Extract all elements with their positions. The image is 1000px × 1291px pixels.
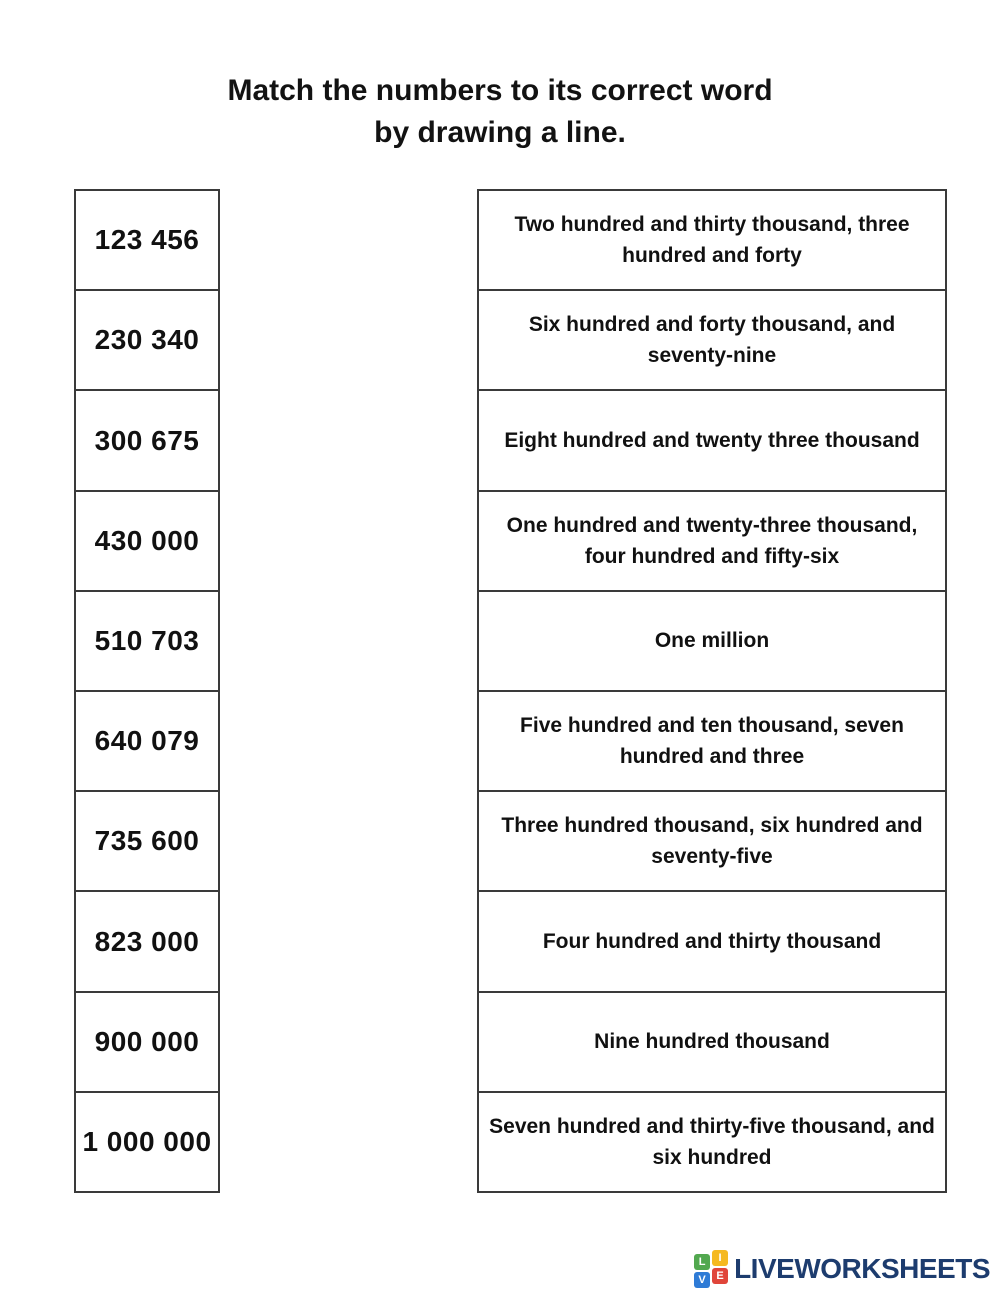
- logo-tile-e: E: [712, 1268, 728, 1284]
- brand-text: LIVEWORKSHEETS: [734, 1253, 990, 1284]
- word-cell-430000[interactable]: Four hundred and thirty thousand: [479, 892, 945, 992]
- word-cell-230340[interactable]: Two hundred and thirty thousand, three hundred and forty: [479, 191, 945, 291]
- title-line-2: by drawing a line.: [374, 116, 626, 149]
- word-cell-640079[interactable]: Six hundred and forty thousand, and seventy-nine: [479, 291, 945, 391]
- title-line-1: Match the numbers to its correct word: [227, 74, 773, 107]
- words-column: [477, 189, 947, 1193]
- word-cell-510703[interactable]: Five hundred and ten thousand, seven hundred and three: [479, 692, 945, 792]
- logo-tile-v: V: [694, 1272, 710, 1288]
- number-cell-823000[interactable]: 823 000: [76, 892, 218, 992]
- logo-tile-i: I: [712, 1250, 728, 1266]
- worksheet-title: [0, 70, 1000, 154]
- number-cell-300675[interactable]: 300 675: [76, 391, 218, 491]
- word-cell-823000[interactable]: Eight hundred and twenty three thousand: [479, 391, 945, 491]
- liveworksheets-logo: [694, 1250, 990, 1288]
- number-cell-230340[interactable]: 230 340: [76, 291, 218, 391]
- word-cell-1000000[interactable]: One million: [479, 592, 945, 692]
- numbers-column: [74, 189, 220, 1193]
- word-cell-123456[interactable]: One hundred and twenty-three thousand, four hundred and fifty-six: [479, 492, 945, 592]
- word-cell-900000[interactable]: Nine hundred thousand: [479, 993, 945, 1093]
- logo-tile-l: L: [694, 1254, 710, 1270]
- number-cell-900000[interactable]: 900 000: [76, 993, 218, 1093]
- number-cell-735600[interactable]: 735 600: [76, 792, 218, 892]
- number-cell-510703[interactable]: 510 703: [76, 592, 218, 692]
- number-cell-123456[interactable]: 123 456: [76, 191, 218, 291]
- word-cell-300675[interactable]: Three hundred thousand, six hundred and seventy-five: [479, 792, 945, 892]
- liveworksheets-tiles-icon: [694, 1250, 731, 1288]
- number-cell-430000[interactable]: 430 000: [76, 492, 218, 592]
- number-cell-640079[interactable]: 640 079: [76, 692, 218, 792]
- number-cell-1000000[interactable]: 1 000 000: [82, 1125, 212, 1157]
- word-cell-735600[interactable]: Seven hundred and thirty-five thousand, and six hundred: [489, 1114, 935, 1169]
